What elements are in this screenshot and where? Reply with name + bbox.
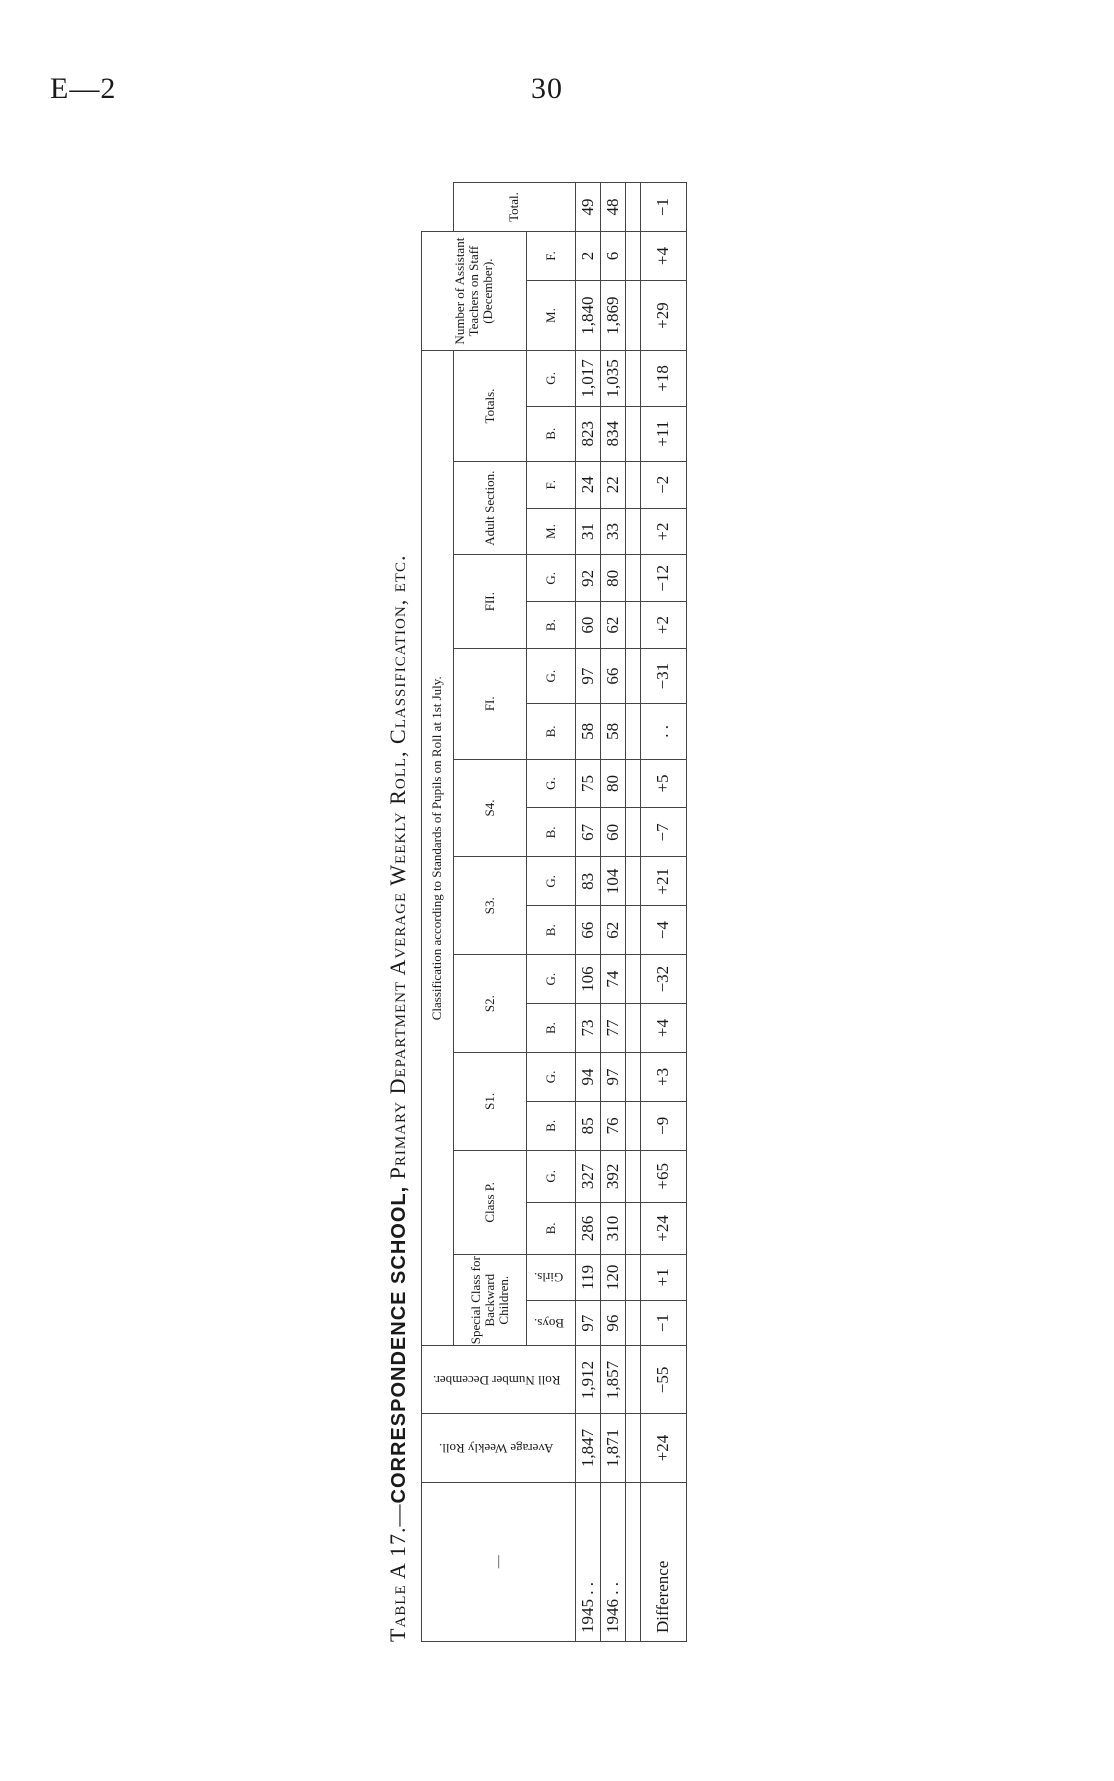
cell-class-p-b: 310 — [600, 1202, 625, 1254]
assistant-teachers-header: Number of Assistant Teachers on Staff (December). — [422, 232, 527, 351]
statistics-table — [421, 182, 687, 1642]
s3-header: S3. — [453, 857, 527, 955]
s4-header: S4. — [453, 759, 527, 857]
subheader-g: G. — [527, 648, 575, 703]
subheader-m: M. — [527, 508, 575, 555]
total-header: Total. — [453, 183, 575, 232]
subheader-b: B. — [527, 906, 575, 955]
cell-fi-b: 58 — [575, 704, 600, 759]
cell-s3-g: 83 — [575, 857, 600, 906]
table-row — [575, 183, 600, 1642]
subheader-b: B. — [527, 602, 575, 649]
cell-adult-f: 24 — [575, 461, 600, 508]
classification-header: Classification according to Standards of Pupils on Roll at 1st July. — [422, 351, 454, 1346]
cell-s2-b: +4 — [640, 1004, 686, 1053]
subheader-g: G. — [527, 351, 575, 406]
cell-fi-g: 97 — [575, 648, 600, 703]
cell-roll-december: 1,857 — [600, 1346, 625, 1414]
cell-fii-b: 62 — [600, 602, 625, 649]
subheader-m: M. — [527, 280, 575, 350]
cell-s2-g: 74 — [600, 955, 625, 1004]
cell-teachers-m: 2 — [575, 232, 600, 281]
cell-s3-g: 104 — [600, 857, 625, 906]
special-boys-header: Boys. — [527, 1300, 575, 1346]
cell-s2-b: 77 — [600, 1004, 625, 1053]
s2-header: S2. — [453, 955, 527, 1053]
cell-s1-b: −9 — [640, 1101, 686, 1150]
cell-s1-b: 76 — [600, 1101, 625, 1150]
adult-section-header: Adult Section. — [453, 461, 527, 555]
cell-s3-b: 62 — [600, 906, 625, 955]
page-number: 30 — [531, 72, 563, 105]
cell-fi-g: −31 — [640, 648, 686, 703]
row-label: 1946 . . — [600, 1482, 625, 1641]
subheader-g: G. — [527, 759, 575, 808]
subheader-b: B. — [527, 704, 575, 759]
cell-s3-b: 66 — [575, 906, 600, 955]
cell-adult-f: −2 — [640, 461, 686, 508]
subheader-g: G. — [527, 555, 575, 602]
cell-total: +29 — [640, 280, 686, 350]
subheader-b: B. — [527, 1004, 575, 1053]
row-label: 1945 . . — [575, 1482, 600, 1641]
cell-special-boys: 97 — [575, 1300, 600, 1346]
rotated-table-block — [377, 182, 687, 1642]
cell-totals-b: 823 — [575, 406, 600, 461]
cell-s1-b: 85 — [575, 1101, 600, 1150]
table-row — [600, 183, 625, 1642]
cell-fii-g: 80 — [600, 555, 625, 602]
subheader-b: B. — [527, 1101, 575, 1150]
cell-roll-december: −55 — [640, 1346, 686, 1414]
cell-fi-b: . . — [640, 704, 686, 759]
cell-adult-m: +2 — [640, 508, 686, 555]
fii-header: FII. — [453, 555, 527, 649]
cell-fii-b: +2 — [640, 602, 686, 649]
cell-totals-b: +11 — [640, 406, 686, 461]
cell-s1-g: 97 — [600, 1052, 625, 1101]
cell-s4-b: 67 — [575, 808, 600, 857]
table-title — [377, 182, 419, 1642]
cell-s4-g: +5 — [640, 759, 686, 808]
cell-class-p-g: 392 — [600, 1150, 625, 1202]
subheader-g: G. — [527, 955, 575, 1004]
cell-s4-g: 75 — [575, 759, 600, 808]
cell-s3-b: −4 — [640, 906, 686, 955]
cell-avg-roll: 1,871 — [600, 1414, 625, 1482]
cell-fi-g: 66 — [600, 648, 625, 703]
difference-row — [640, 183, 686, 1642]
cell-s2-g: 106 — [575, 955, 600, 1004]
subheader-b: B. — [527, 808, 575, 857]
cell-s1-g: +3 — [640, 1052, 686, 1101]
subheader-f: F. — [527, 461, 575, 508]
totals-header: Totals. — [453, 351, 527, 462]
cell-special-girls: 120 — [600, 1254, 625, 1300]
cell-totals-g: 1,017 — [575, 351, 600, 406]
page-code: E—2 — [50, 72, 117, 105]
cell-total: 1,840 — [575, 280, 600, 350]
cell-teachers-f: −1 — [640, 183, 686, 232]
cell-totals-g: +18 — [640, 351, 686, 406]
class-p-header: Class P. — [453, 1150, 527, 1254]
cell-class-p-g: 327 — [575, 1150, 600, 1202]
cell-teachers-m: +4 — [640, 232, 686, 281]
cell-special-boys: −1 — [640, 1300, 686, 1346]
cell-s2-b: 73 — [575, 1004, 600, 1053]
cell-fii-g: 92 — [575, 555, 600, 602]
cell-avg-roll: +24 — [640, 1414, 686, 1482]
table-title-prefix: Table A 17.— — [385, 1503, 410, 1642]
cell-roll-december: 1,912 — [575, 1346, 600, 1414]
cell-teachers-f: 49 — [575, 183, 600, 232]
cell-adult-f: 22 — [600, 461, 625, 508]
cell-totals-g: 1,035 — [600, 351, 625, 406]
special-girls-header: Girls. — [527, 1254, 575, 1300]
cell-class-p-g: +65 — [640, 1150, 686, 1202]
cell-fi-b: 58 — [600, 704, 625, 759]
cell-s3-g: +21 — [640, 857, 686, 906]
cell-teachers-f: 48 — [600, 183, 625, 232]
cell-s2-g: −32 — [640, 955, 686, 1004]
avg-roll-header: Average Weekly Roll. — [422, 1414, 576, 1482]
spacer-row — [625, 183, 640, 1642]
cell-s4-g: 80 — [600, 759, 625, 808]
stub-header: — — [422, 1482, 576, 1641]
special-class-header: Special Class for Backward Children. — [453, 1254, 527, 1345]
s1-header: S1. — [453, 1052, 527, 1150]
subheader-b: B. — [527, 406, 575, 461]
cell-adult-m: 31 — [575, 508, 600, 555]
roll-december-header: Roll Number December. — [422, 1346, 576, 1414]
subheader-g: G. — [527, 1052, 575, 1101]
subheader-b: B. — [527, 1202, 575, 1254]
cell-class-p-b: +24 — [640, 1202, 686, 1254]
subheader-g: G. — [527, 1150, 575, 1202]
table-title-school: CORRESPONDENCE SCHOOL, — [388, 1185, 410, 1504]
cell-special-boys: 96 — [600, 1300, 625, 1346]
table-title-rest: Primary Department Average Weekly Roll, Classification, etc. — [385, 554, 410, 1180]
cell-total: 1,869 — [600, 280, 625, 350]
subheader-f: F. — [527, 232, 575, 281]
cell-avg-roll: 1,847 — [575, 1414, 600, 1482]
cell-adult-m: 33 — [600, 508, 625, 555]
cell-class-p-b: 286 — [575, 1202, 600, 1254]
subheader-g: G. — [527, 857, 575, 906]
cell-fii-g: −12 — [640, 555, 686, 602]
cell-s1-g: 94 — [575, 1052, 600, 1101]
fi-header: FI. — [453, 648, 527, 759]
cell-teachers-m: 6 — [600, 232, 625, 281]
row-label: Difference — [640, 1482, 686, 1641]
cell-s4-b: −7 — [640, 808, 686, 857]
cell-totals-b: 834 — [600, 406, 625, 461]
cell-s4-b: 60 — [600, 808, 625, 857]
cell-fii-b: 60 — [575, 602, 600, 649]
cell-special-girls: 119 — [575, 1254, 600, 1300]
cell-special-girls: +1 — [640, 1254, 686, 1300]
